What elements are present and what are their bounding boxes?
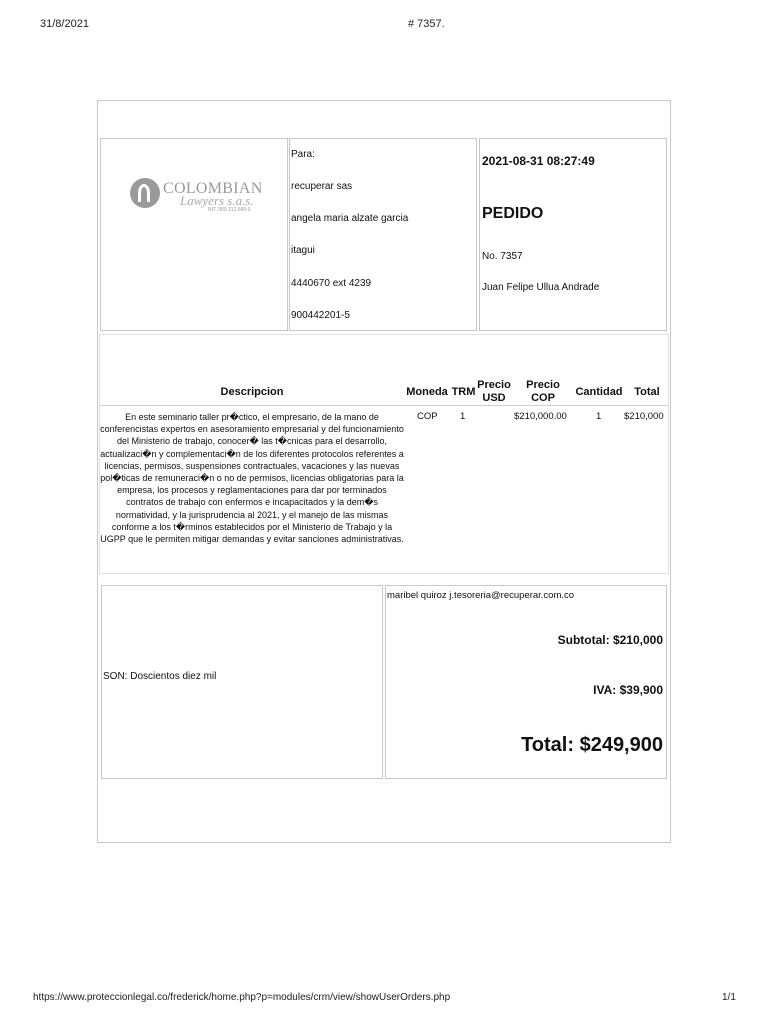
logo-nit: NIT. 900.312.660-0 (208, 207, 251, 213)
header-trm: TRM (451, 386, 476, 398)
header-total: Total (634, 386, 660, 398)
header-moneda: Moneda (406, 386, 448, 398)
print-date: 31/8/2021 (40, 18, 89, 30)
order-datetime: 2021-08-31 08:27:49 (482, 154, 595, 168)
company-logo (130, 176, 270, 216)
print-url: https://www.proteccionlegal.co/frederick/home.php?p=modules/crm/view/showUserOrders.php (33, 992, 451, 1003)
son-box (101, 585, 383, 779)
row-trm: 1 (460, 411, 466, 422)
client-box (289, 138, 477, 331)
logo-box (100, 138, 288, 331)
order-number: No. 7357 (482, 251, 523, 262)
header-descripcion: Descripcion (220, 386, 284, 398)
client-company: recuperar sas (291, 181, 353, 192)
contact-email: maribel quiroz j.tesoreria@recuperar.com.co (387, 590, 575, 601)
client-label: Para: (291, 149, 315, 160)
order-agent: Juan Felipe Ullua Andrade (482, 282, 600, 293)
header-precio-cop: Precio COP (526, 379, 560, 404)
row-cantidad: 1 (596, 411, 602, 422)
header-precio-usd: Precio USD (477, 379, 511, 404)
row-moneda: COP (417, 411, 438, 422)
client-nit: 900442201-5 (291, 310, 350, 321)
row-total: $210,000 (624, 411, 664, 422)
logo-mark-icon (130, 178, 160, 208)
order-type: PEDIDO (482, 205, 544, 222)
iva: IVA: $39,900 (593, 683, 663, 697)
client-phone: 4440670 ext 4239 (291, 278, 372, 289)
logo-name: COLOMBIAN (163, 180, 263, 197)
logo-tagline: Lawyers s.a.s. (180, 193, 254, 208)
client-contact: angela maria alzate garcia (291, 213, 409, 224)
row-precio-cop: $210,000.00 (514, 411, 567, 422)
print-page: 1/1 (722, 992, 736, 1003)
subtotal: Subtotal: $210,000 (557, 633, 663, 647)
print-title: # 7357. (408, 18, 445, 30)
amount-in-words: SON: Doscientos diez mil (103, 671, 217, 682)
grand-total: Total: $249,900 (521, 734, 663, 756)
row-descripcion: En este seminario taller pr�ctico, el empresario, de la mano de conferencistas expertos en asesoramiento empresarial y del funcionamiento del Ministerio de trabajo, conocer� las t�cnicas para el desarrollo, actualizaci�n y complementaci�n de los diferentes protocolos referentes a licencias, permisos, suspensiones contractuales, vacaciones y las nuevas pol�ticas de remuneraci�n o no de permisos, licencias obligatorias para la empresa, los procesos y reglamentaciones para dar por terminados contratos de trabajo con enfermos e incapacitados y la dem�s normatividad, y la jurisprudencia al 2021, y el manejo de las mismas conforme a los t�rminos establecidos por el Ministerio de Trabajo y la UGPP que le permiten mitigar demandas y evitar sanciones administrativas. (100, 412, 404, 545)
header-cantidad: Cantidad (575, 386, 623, 398)
header-divider (100, 405, 668, 406)
client-city: itagui (291, 245, 315, 256)
